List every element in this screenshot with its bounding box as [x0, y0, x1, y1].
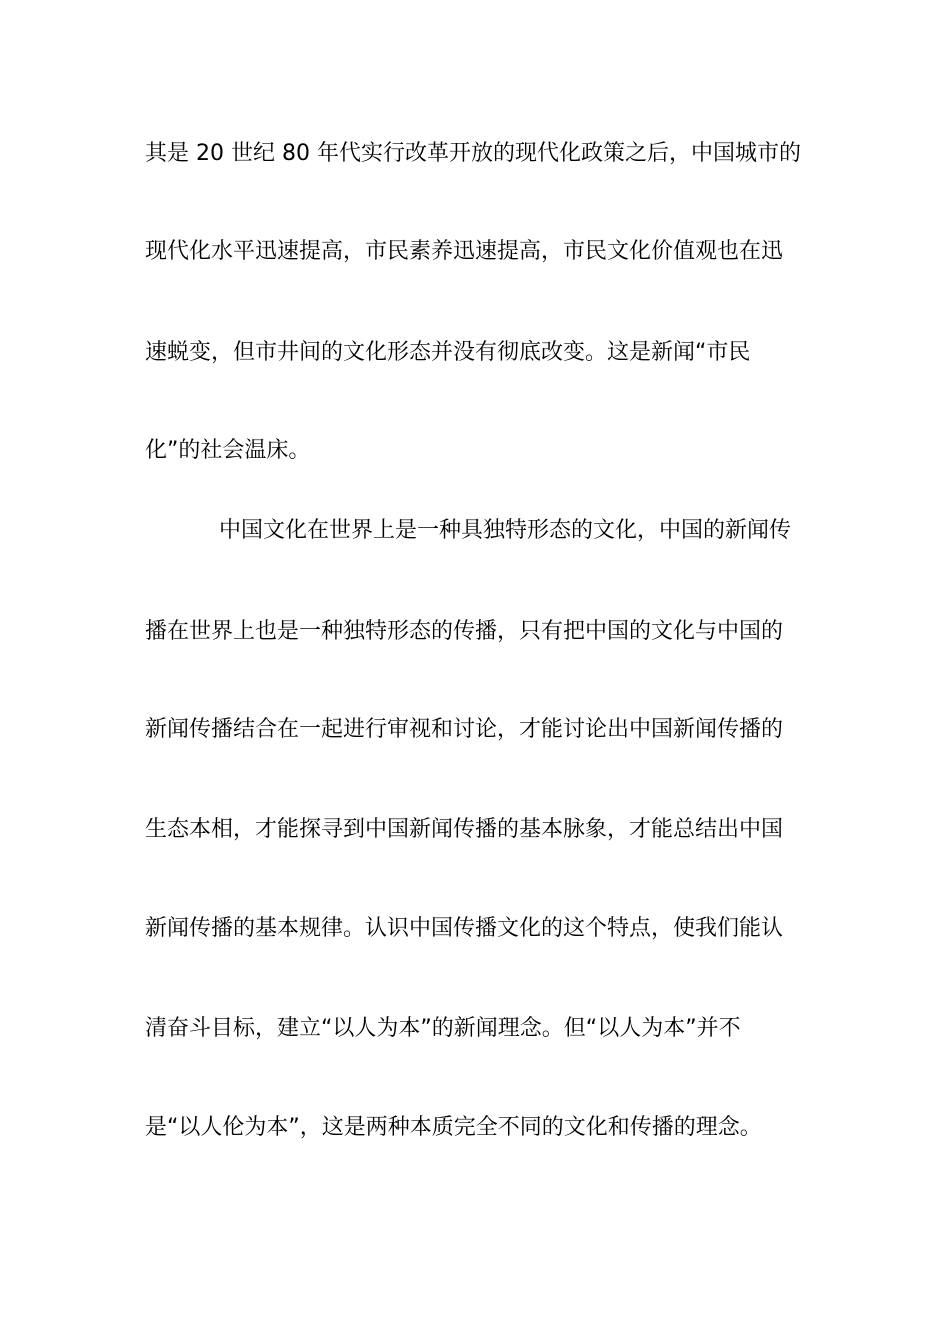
paragraph-1-line-2: 现代化水平迅速提高，市民素养迅速提高，市民文化价值观也在迅 [145, 239, 784, 264]
paragraph-2-line-6: 清奋斗目标，建立“以人为本”的新闻理念。但“以人为本”并不 [145, 1016, 741, 1041]
paragraph-2-line-3: 新闻传播结合在一起进行审视和讨论，才能讨论出中国新闻传播的 [145, 717, 784, 742]
paragraph-2-line-4: 生态本相，才能探寻到中国新闻传播的基本脉象，才能总结出中国 [145, 817, 784, 842]
paragraph-1-line-4: 化”的社会温床。 [145, 438, 311, 463]
paragraph-1-line-3: 速蜕变，但市井间的文化形态并没有彻底改变。这是新闻“市民 [145, 340, 751, 365]
paragraph-2-line-1: 中国文化在世界上是一种具独特形态的文化，中国的新闻传 [219, 518, 792, 543]
paragraph-2-line-7: 是“以人伦为本”，这是两种本质完全不同的文化和传播的理念。 [145, 1115, 762, 1140]
paragraph-1-line-1: 其是 20 世纪 80 年代实行改革开放的现代化政策之后，中国城市的 [145, 141, 801, 166]
paragraph-2-line-5: 新闻传播的基本规律。认识中国传播文化的这个特点，使我们能认 [145, 916, 784, 941]
paragraph-2-line-2: 播在世界上也是一种独特形态的传播，只有把中国的文化与中国的 [145, 619, 784, 644]
